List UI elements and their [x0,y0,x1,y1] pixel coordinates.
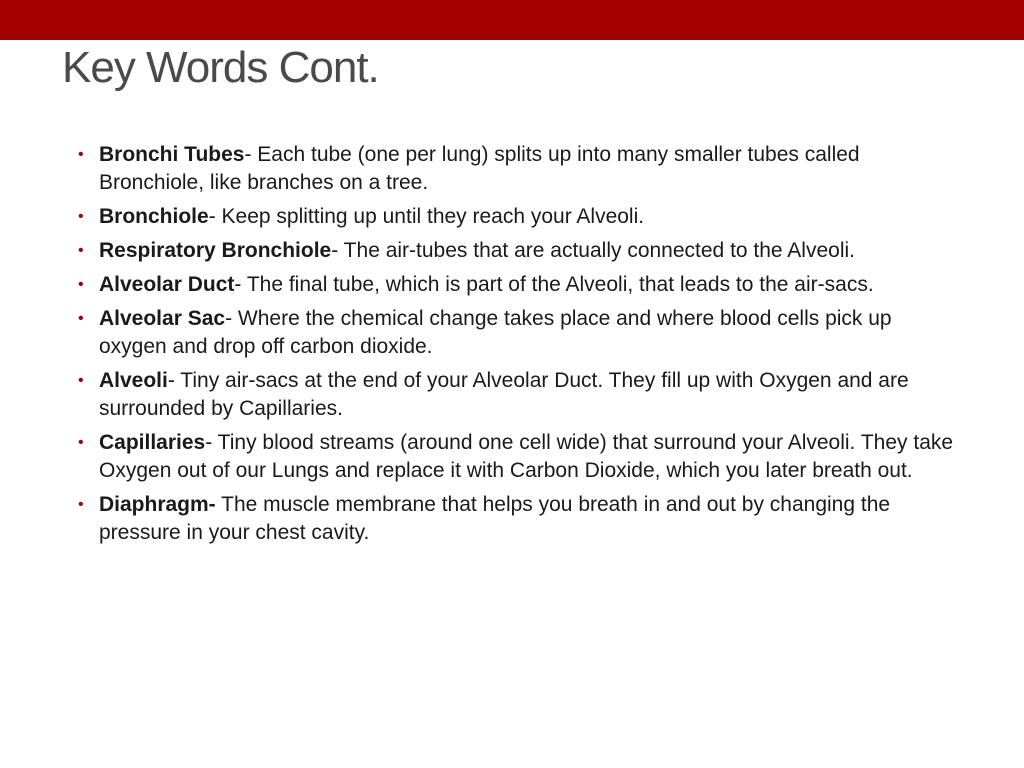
bullet-icon: • [78,310,84,327]
definition: - Tiny air-sacs at the end of your Alveolar Duct. They fill up with Oxygen and are surrounded by Capillaries. [99,369,909,420]
term: Respiratory Bronchiole [99,239,332,262]
list-item-alveolar-duct [78,271,958,299]
list-item-respiratory-bronchiole [78,237,958,265]
definition: - The final tube, which is part of the Alveoli, that leads to the air-sacs. [234,273,874,296]
list-item-bronchi-tubes [78,141,958,197]
definition: - Where the chemical change takes place and where blood cells pick up oxygen and drop off carbon dioxide. [99,307,892,358]
list-item-alveoli [78,367,958,423]
term: Alveolar Sac [99,307,226,330]
term: Alveoli [99,369,168,392]
bullet-icon: • [78,208,84,225]
term: Bronchi Tubes [99,143,245,166]
term: Alveolar Duct [99,273,235,296]
list-item-diaphragm [78,491,958,547]
term: Capillaries [99,431,206,454]
term: Diaphragm- [99,493,216,516]
term: Bronchiole [99,205,209,228]
slide-title: Key Words Cont. [62,43,379,92]
definition: - The air-tubes that are actually connected to the Alveoli. [331,239,855,262]
definition: - Each tube (one per lung) splits up into many smaller tubes called Bronchiole, like branches on a tree. [99,143,860,194]
top-accent-bar [0,0,1024,40]
definition: - Keep splitting up until they reach your Alveoli. [208,205,645,228]
bullet-icon: • [78,496,84,513]
bullet-icon: • [78,434,84,451]
bullet-icon: • [78,146,84,163]
list-item-capillaries [78,429,958,485]
bullet-icon: • [78,242,84,259]
definition: The muscle membrane that helps you breath in and out by changing the pressure in your chest cavity. [99,493,891,544]
bullet-icon: • [78,372,84,389]
list-item-alveolar-sac [78,305,958,361]
bullet-icon: • [78,276,84,293]
key-words-list [78,141,958,553]
definition: - Tiny blood streams (around one cell wide) that surround your Alveoli. They take Oxygen out of our Lungs and replace it with Carbon Dioxide, which you later breath out. [99,431,954,482]
list-item-bronchiole [78,203,958,231]
